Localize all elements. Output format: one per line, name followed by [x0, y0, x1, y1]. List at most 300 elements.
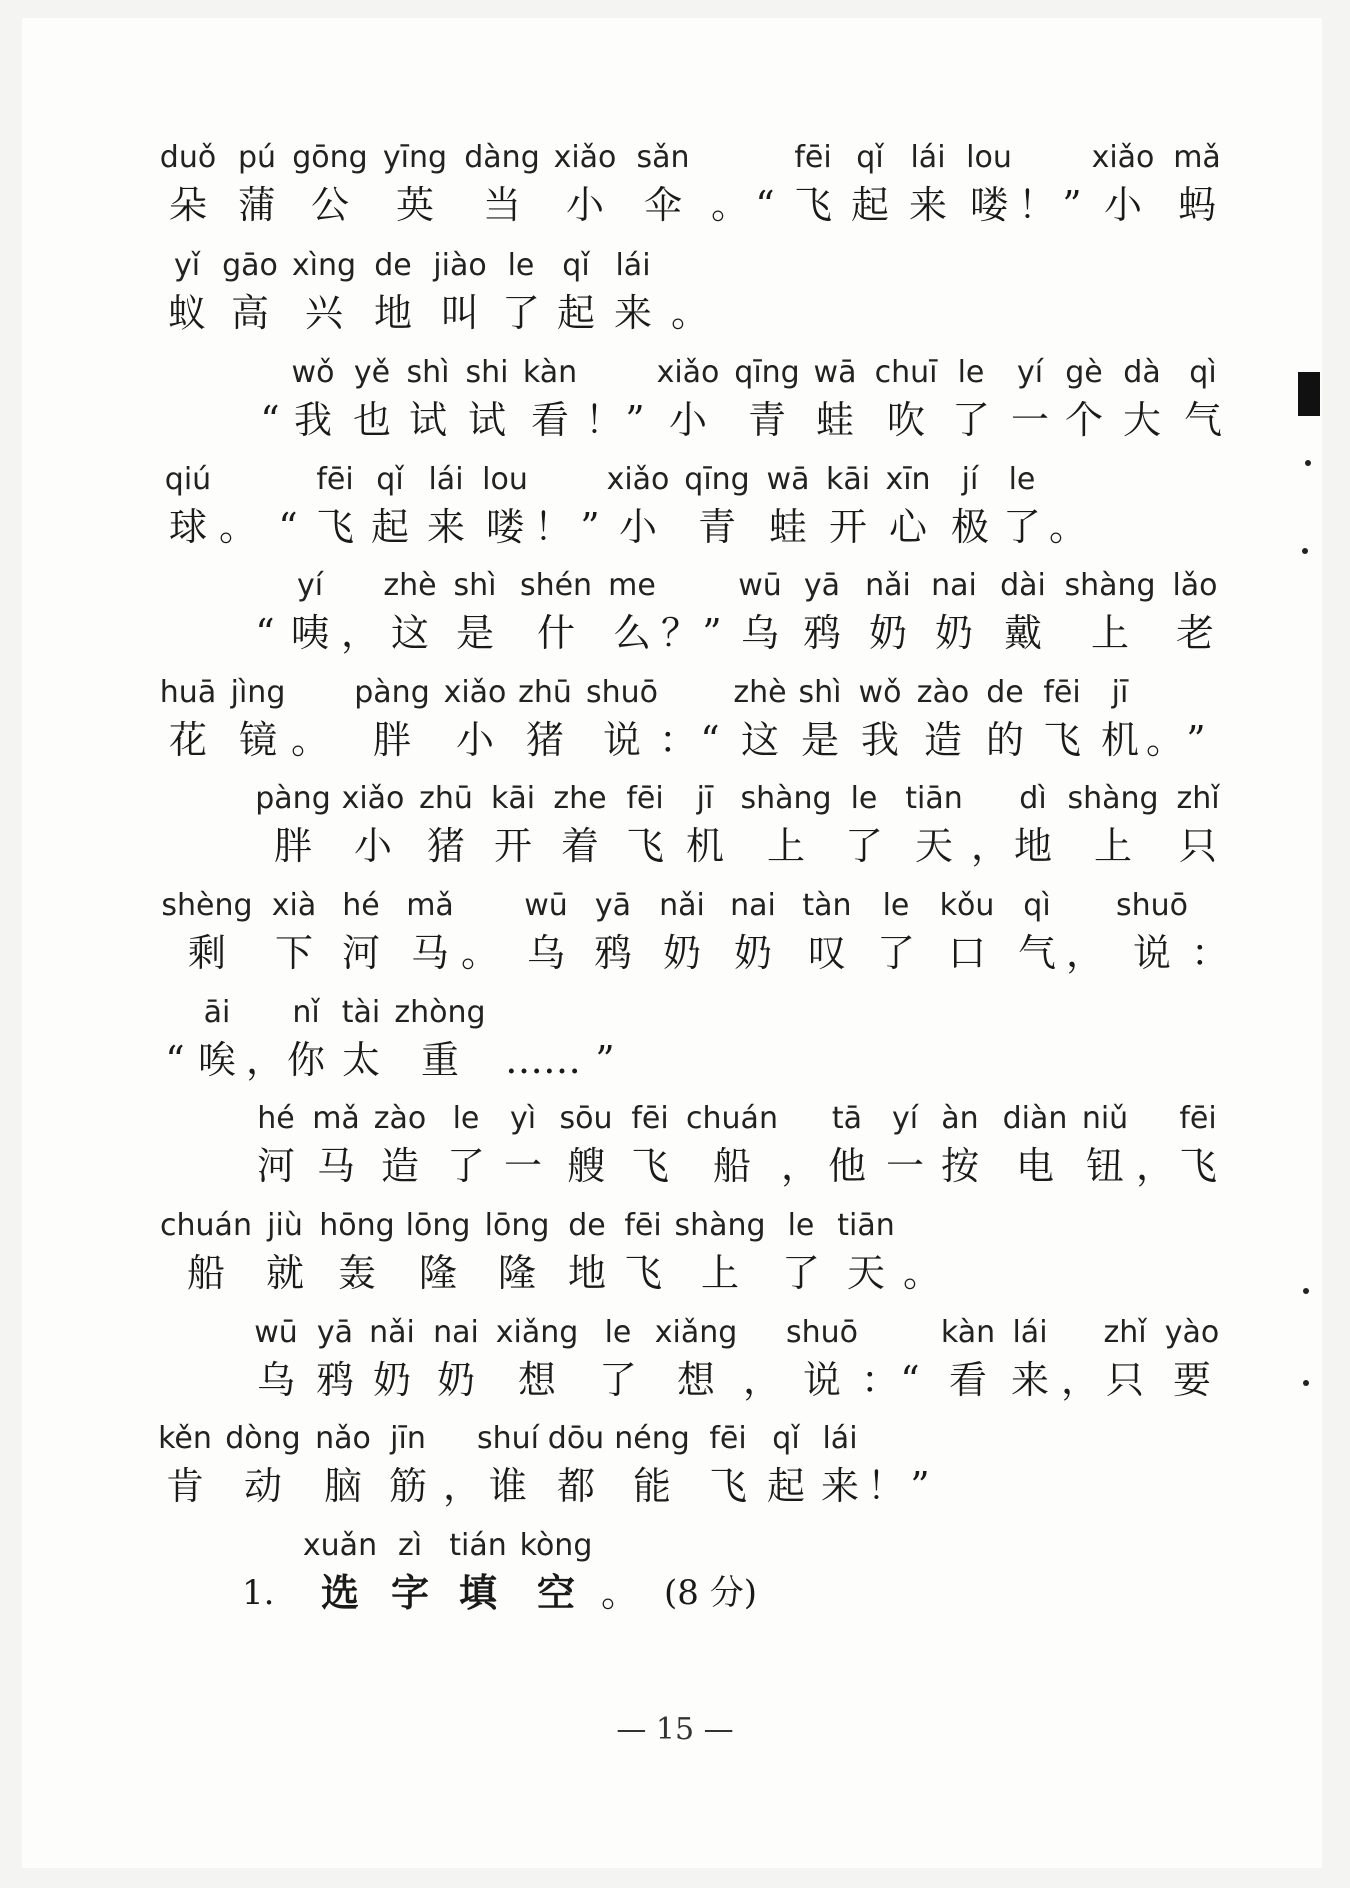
hanzi: 我	[860, 718, 900, 762]
pinyin: gè	[1065, 355, 1103, 390]
hanzi: 了	[598, 1358, 638, 1402]
hanzi: ”	[595, 1038, 615, 1082]
hanzi: 极	[950, 505, 990, 549]
hanzi: 说	[602, 718, 642, 762]
pinyin: shuí	[477, 1421, 539, 1456]
pinyin: xiǎo	[443, 675, 507, 710]
question-number: 1.	[242, 1573, 275, 1613]
pinyin: zhòng	[394, 995, 486, 1030]
hanzi: ”	[625, 398, 645, 442]
hanzi: 么	[612, 611, 652, 655]
pinyin: fēi	[794, 140, 832, 175]
pinyin: wā	[766, 462, 810, 497]
hanzi: 鸦	[593, 931, 633, 975]
hanzi: 了	[501, 291, 541, 335]
question-score: (8 分)	[664, 1573, 757, 1613]
hanzi: 试	[467, 398, 507, 442]
pinyin: le	[882, 888, 910, 923]
hanzi: 乌	[526, 931, 566, 975]
hanzi: 肯	[165, 1464, 205, 1508]
hanzi: 想	[676, 1358, 716, 1402]
pinyin: xiǎng	[495, 1315, 579, 1350]
hanzi: 胖	[372, 718, 412, 762]
pinyin: qīng	[684, 462, 750, 497]
hanzi: 奶	[868, 611, 908, 655]
pinyin: xiǎng	[654, 1315, 738, 1350]
pinyin: xiǎo	[341, 781, 405, 816]
pinyin: shàng	[1067, 781, 1159, 816]
pinyin: gōng	[292, 140, 368, 175]
hanzi: 只	[1178, 824, 1218, 868]
pinyin: yì	[509, 1101, 537, 1136]
hanzi: 叹	[807, 931, 847, 975]
hanzi: 马	[316, 1144, 356, 1188]
pinyin: yǐ	[173, 248, 201, 283]
text-line	[0, 888, 1350, 988]
text-line	[0, 1421, 1350, 1521]
pinyin: mǎ	[406, 888, 454, 923]
hanzi: 了	[781, 1251, 821, 1295]
hanzi: ”	[702, 611, 722, 655]
hanzi: 是	[800, 718, 840, 762]
pinyin: wū	[524, 888, 568, 923]
hanzi: 奶	[662, 931, 702, 975]
hanzi: 看	[530, 398, 570, 442]
pinyin: yí	[296, 568, 324, 603]
hanzi: 要	[1172, 1358, 1212, 1402]
pinyin: qǐ	[562, 248, 590, 283]
pinyin: kǒu	[939, 888, 995, 923]
pinyin: kāi	[490, 781, 536, 816]
hanzi: 起	[850, 183, 890, 227]
hanzi: 地	[373, 291, 413, 335]
pinyin: wū	[738, 568, 782, 603]
hanzi: ，	[1135, 1144, 1175, 1188]
text-line	[0, 568, 1350, 668]
pinyin: fēi	[626, 781, 664, 816]
pinyin: lou	[966, 140, 1012, 175]
hanzi: 飞	[315, 505, 355, 549]
hanzi: ！	[1017, 183, 1057, 227]
hanzi: 起	[370, 505, 410, 549]
hanzi: 上	[700, 1251, 740, 1295]
hanzi: 开	[493, 824, 533, 868]
hanzi: ”	[1186, 718, 1206, 762]
hanzi: 造	[380, 1144, 420, 1188]
hanzi: 天	[846, 1251, 886, 1295]
pinyin: sǎn	[636, 140, 690, 175]
pinyin: jìng	[230, 675, 286, 710]
hanzi: 着	[560, 824, 600, 868]
hanzi: 奶	[436, 1358, 476, 1402]
pinyin: wū	[254, 1315, 298, 1350]
hanzi: 艘	[566, 1144, 606, 1188]
hanzi: “	[165, 1038, 185, 1082]
hanzi: 飞	[623, 1251, 663, 1295]
hanzi: 。	[902, 1251, 942, 1295]
hanzi: 机	[1100, 718, 1140, 762]
hanzi: 吹	[886, 398, 926, 442]
pinyin: xìng	[291, 248, 357, 283]
hanzi: 咦	[290, 611, 330, 655]
hanzi: 飞	[630, 1144, 670, 1188]
pinyin: zhū	[419, 781, 473, 816]
pinyin: shuō	[585, 675, 659, 710]
text-line	[0, 248, 1350, 348]
hanzi: 气	[1017, 931, 1057, 975]
pinyin: gāo	[222, 248, 278, 283]
pinyin: shì	[406, 355, 450, 390]
page-number: — 15 —	[616, 1712, 734, 1747]
hanzi: “	[700, 718, 720, 762]
hanzi: 小	[668, 398, 708, 442]
pinyin: nǐ	[292, 995, 320, 1030]
pinyin: jīn	[390, 1421, 426, 1456]
hanzi: 蛙	[815, 398, 855, 442]
pinyin: lái	[1012, 1315, 1048, 1350]
hanzi: 朵	[168, 183, 208, 227]
hanzi: 太	[341, 1038, 381, 1082]
hanzi: 英	[395, 183, 435, 227]
hanzi: 飞	[1042, 718, 1082, 762]
pinyin: yā	[594, 888, 632, 923]
hanzi: 蚁	[167, 291, 207, 335]
pinyin: xiǎo	[553, 140, 617, 175]
pinyin: le	[850, 781, 878, 816]
hanzi: ：	[860, 1358, 900, 1402]
hanzi: 天	[914, 824, 954, 868]
pinyin: duǒ	[159, 140, 217, 175]
pinyin: dì	[1019, 781, 1047, 816]
pinyin: le	[787, 1208, 815, 1243]
text-line	[0, 675, 1350, 775]
question-hanzi: 字	[390, 1570, 430, 1615]
hanzi: 电	[1015, 1144, 1055, 1188]
hanzi: ，	[970, 824, 1010, 868]
pinyin: shì	[453, 568, 497, 603]
pinyin: qì	[1189, 355, 1217, 390]
pinyin: nǎo	[315, 1421, 371, 1456]
hanzi: 奶	[733, 931, 773, 975]
pinyin: kāi	[825, 462, 871, 497]
pinyin: pàng	[255, 781, 331, 816]
hanzi: ，	[245, 1038, 285, 1082]
hanzi: 上	[1090, 611, 1130, 655]
pinyin: niǔ	[1081, 1101, 1129, 1136]
hanzi: 河	[256, 1144, 296, 1188]
pinyin: kěn	[158, 1421, 212, 1456]
pinyin: lái	[615, 248, 651, 283]
pinyin: dà	[1123, 355, 1161, 390]
pinyin: lōng	[484, 1208, 550, 1243]
pinyin: āi	[203, 995, 231, 1030]
pinyin: lou	[482, 462, 528, 497]
pinyin: le	[507, 248, 535, 283]
hanzi: 什	[536, 611, 576, 655]
hanzi: 上	[766, 824, 806, 868]
hanzi: 一	[885, 1144, 925, 1188]
pinyin: qǐ	[376, 462, 404, 497]
hanzi: 脑	[323, 1464, 363, 1508]
pinyin: chuī	[874, 355, 938, 390]
hanzi: 重	[420, 1038, 460, 1082]
pinyin: le	[604, 1315, 632, 1350]
text-line	[0, 355, 1350, 455]
pinyin: xīn	[885, 462, 931, 497]
hanzi: 猪	[525, 718, 565, 762]
pinyin: zì	[397, 1528, 423, 1563]
pinyin: dàng	[464, 140, 540, 175]
pinyin: qǐ	[772, 1421, 800, 1456]
pinyin: hōng	[319, 1208, 395, 1243]
hanzi: 说	[802, 1358, 842, 1402]
pinyin: fēi	[709, 1421, 747, 1456]
hanzi: 。	[1145, 718, 1185, 762]
hanzi: 飞	[1178, 1144, 1218, 1188]
pinyin: de	[374, 248, 412, 283]
hanzi: 高	[230, 291, 270, 335]
pinyin: me	[608, 568, 656, 603]
hanzi: ，	[742, 1358, 782, 1402]
hanzi: 马	[410, 931, 450, 975]
hanzi: 我	[293, 398, 333, 442]
hanzi: 地	[1013, 824, 1053, 868]
hanzi: 能	[632, 1464, 672, 1508]
hanzi: 猪	[426, 824, 466, 868]
pinyin: zhǐ	[1176, 781, 1220, 816]
hanzi: 喽	[969, 183, 1009, 227]
text-line	[0, 462, 1350, 562]
pinyin: pú	[237, 140, 277, 175]
hanzi: ”	[1062, 183, 1082, 227]
pinyin: shì	[798, 675, 842, 710]
hanzi: 蛙	[768, 505, 808, 549]
hanzi: ，	[340, 611, 380, 655]
text-line	[0, 140, 1350, 240]
hanzi: ”	[580, 505, 600, 549]
pinyin: jī	[1111, 675, 1129, 710]
pinyin: lái	[822, 1421, 858, 1456]
hanzi: ！	[866, 1464, 906, 1508]
pinyin: xià	[271, 888, 317, 923]
text-line	[0, 995, 1350, 1095]
hanzi: ：	[658, 718, 698, 762]
hanzi: 河	[341, 931, 381, 975]
hanzi: 剩	[187, 931, 227, 975]
hanzi: 起	[766, 1464, 806, 1508]
pinyin: qiú	[164, 462, 212, 497]
hanzi: 飞	[708, 1464, 748, 1508]
hanzi: 一	[1010, 398, 1050, 442]
hanzi: 了	[446, 1144, 486, 1188]
hanzi: “	[755, 183, 775, 227]
pinyin: zhū	[518, 675, 572, 710]
hanzi: 气	[1183, 398, 1223, 442]
hanzi: 只	[1105, 1358, 1145, 1402]
hanzi: 个	[1064, 398, 1104, 442]
pinyin: xiǎo	[606, 462, 670, 497]
pinyin: jiù	[267, 1208, 303, 1243]
hanzi: 筋	[388, 1464, 428, 1508]
hanzi: 青	[697, 505, 737, 549]
pinyin: lōng	[405, 1208, 471, 1243]
hanzi: 小	[565, 183, 605, 227]
pinyin: lái	[910, 140, 946, 175]
pinyin: yě	[353, 355, 391, 390]
pinyin: yīng	[382, 140, 448, 175]
pinyin: le	[957, 355, 985, 390]
hanzi: “	[278, 505, 298, 549]
hanzi: 来	[1010, 1358, 1050, 1402]
hanzi: ，	[442, 1464, 482, 1508]
pinyin: dòng	[225, 1421, 301, 1456]
pinyin: zào	[373, 1101, 427, 1136]
hanzi: 轰	[337, 1251, 377, 1295]
text-line	[0, 781, 1350, 881]
pinyin: dōu	[547, 1421, 605, 1456]
hanzi: 下	[274, 931, 314, 975]
hanzi: 机	[685, 824, 725, 868]
hanzi: 来	[908, 183, 948, 227]
hanzi: 了	[876, 931, 916, 975]
text-line	[0, 1101, 1350, 1201]
hanzi: ，	[1065, 931, 1105, 975]
hanzi: 喽	[485, 505, 525, 549]
pinyin: le	[452, 1101, 480, 1136]
pinyin: nǎi	[369, 1315, 415, 1350]
pinyin: chuán	[686, 1101, 778, 1136]
pinyin: zhǐ	[1103, 1315, 1147, 1350]
pinyin: xiǎo	[1091, 140, 1155, 175]
hanzi: 小	[353, 824, 393, 868]
hanzi: 鸦	[802, 611, 842, 655]
hanzi: 是	[455, 611, 495, 655]
pinyin: de	[986, 675, 1024, 710]
hanzi: 都	[556, 1464, 596, 1508]
hanzi: 公	[310, 183, 350, 227]
pinyin: nai	[931, 568, 977, 603]
pinyin: chuán	[160, 1208, 252, 1243]
pinyin: qì	[1023, 888, 1051, 923]
pinyin: nai	[433, 1315, 479, 1350]
pinyin: jī	[696, 781, 714, 816]
pinyin: kàn	[522, 355, 578, 390]
pinyin: tài	[341, 995, 381, 1030]
hanzi: 开	[828, 505, 868, 549]
hanzi: “	[255, 611, 275, 655]
hanzi: 奶	[372, 1358, 412, 1402]
hanzi: 乌	[740, 611, 780, 655]
hanzi: 了	[844, 824, 884, 868]
hanzi: 试	[408, 398, 448, 442]
hanzi: 这	[740, 718, 780, 762]
pinyin: shuō	[1115, 888, 1189, 923]
pinyin: nǎi	[865, 568, 911, 603]
question-period: 。	[600, 1571, 640, 1615]
hanzi: 青	[747, 398, 787, 442]
hanzi: 。	[460, 931, 500, 975]
hanzi: 上	[1093, 824, 1133, 868]
pinyin: nǎi	[659, 888, 705, 923]
pinyin: qǐ	[856, 140, 884, 175]
pinyin: jiào	[433, 248, 487, 283]
hanzi: 奶	[934, 611, 974, 655]
hanzi: 想	[517, 1358, 557, 1402]
pinyin: yào	[1164, 1315, 1220, 1350]
pinyin: dài	[1000, 568, 1046, 603]
hanzi: 。	[218, 505, 258, 549]
pinyin: lái	[428, 462, 464, 497]
pinyin: fēi	[1043, 675, 1081, 710]
pinyin: xiǎo	[656, 355, 720, 390]
hanzi: 动	[243, 1464, 283, 1508]
pinyin: xuǎn	[302, 1528, 378, 1563]
hanzi: 。	[670, 291, 710, 335]
pinyin: shàng	[674, 1208, 766, 1243]
text-line	[0, 1315, 1350, 1415]
hanzi: 你	[286, 1038, 326, 1082]
pinyin: tàn	[802, 888, 852, 923]
hanzi: 胖	[273, 824, 313, 868]
hanzi: ：	[1190, 931, 1230, 975]
pinyin: shi	[465, 355, 509, 390]
hanzi: 大	[1122, 398, 1162, 442]
hanzi: 飞	[793, 183, 833, 227]
hanzi: ？	[660, 611, 700, 655]
pinyin: de	[568, 1208, 606, 1243]
pinyin: fēi	[1179, 1101, 1217, 1136]
hanzi: 造	[923, 718, 963, 762]
hanzi: 伞	[643, 183, 683, 227]
hanzi: 唉	[197, 1038, 237, 1082]
hanzi: 钮	[1085, 1144, 1125, 1188]
hanzi: 一	[503, 1144, 543, 1188]
question-hanzi: 选	[320, 1570, 360, 1615]
hanzi: 叫	[440, 291, 480, 335]
hanzi: 船	[186, 1251, 226, 1295]
hanzi: 隆	[418, 1251, 458, 1295]
hanzi: 花	[168, 718, 208, 762]
hanzi: ！	[584, 398, 624, 442]
pinyin: tā	[831, 1101, 863, 1136]
pinyin: shèng	[161, 888, 253, 923]
pinyin: zào	[916, 675, 970, 710]
hanzi: 小	[455, 718, 495, 762]
hanzi: ……	[505, 1038, 581, 1082]
pinyin: néng	[614, 1421, 690, 1456]
pinyin: nai	[730, 888, 776, 923]
pinyin: sōu	[559, 1101, 613, 1136]
hanzi: 的	[985, 718, 1025, 762]
hanzi: 来	[820, 1464, 860, 1508]
pinyin: tiān	[837, 1208, 895, 1243]
hanzi: 球	[168, 505, 208, 549]
hanzi: 也	[352, 398, 392, 442]
hanzi: 当	[482, 183, 522, 227]
pinyin: shàng	[1064, 568, 1156, 603]
pinyin: tiān	[905, 781, 963, 816]
hanzi: 了	[1002, 505, 1042, 549]
hanzi: 来	[613, 291, 653, 335]
hanzi: “	[260, 398, 280, 442]
pinyin: huā	[159, 675, 217, 710]
hanzi: 小	[1103, 183, 1143, 227]
pinyin: lǎo	[1172, 568, 1218, 603]
pinyin: zhe	[553, 781, 607, 816]
hanzi: 船	[712, 1144, 752, 1188]
hanzi: 看	[948, 1358, 988, 1402]
hanzi: 老	[1175, 611, 1215, 655]
